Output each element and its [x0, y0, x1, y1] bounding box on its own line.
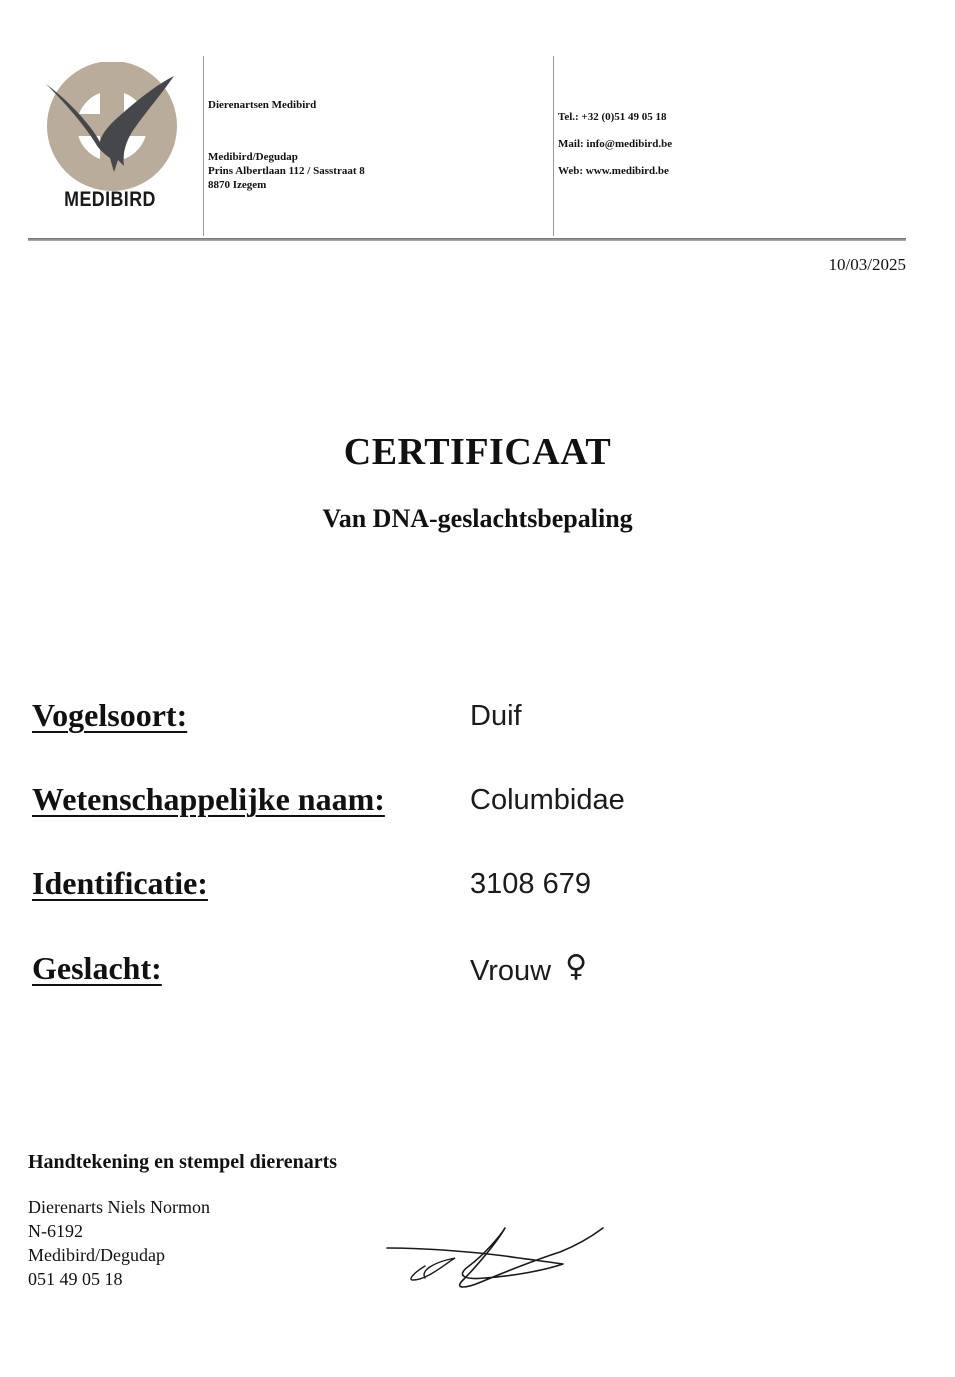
address-line: Medibird/Degudap [208, 151, 298, 163]
field-label-sex: Geslacht: [32, 950, 162, 986]
header-divider-right [553, 56, 554, 236]
contact-web: Web: www.medibird.be [558, 165, 669, 177]
certificate-subtitle: Van DNA-geslachtsbepaling [322, 504, 633, 533]
female-symbol-icon: ♀ [565, 949, 588, 984]
field-label-scientific-name: Wetenschappelijke naam: [32, 781, 385, 817]
address-line: 8870 Izegem [208, 179, 267, 191]
signature-heading: Handtekening en stempel dierenarts [28, 1151, 338, 1173]
contact-mail: Mail: info@medibird.be [558, 138, 673, 150]
vet-name: Dierenarts Niels Normon [28, 1197, 210, 1217]
field-value-scientific-name: Columbidae [470, 784, 625, 816]
document-date: 10/03/2025 [828, 255, 906, 274]
clinic-address [208, 150, 365, 192]
handwritten-signature [385, 1222, 615, 1297]
medibird-logo [40, 62, 180, 222]
certificate-title: CERTIFICAAT [343, 431, 612, 473]
header-rule [28, 238, 906, 241]
header-divider-left [203, 56, 204, 236]
field-label-species: Vogelsoort: [32, 697, 188, 733]
contact-info [558, 110, 672, 191]
vet-info [28, 1195, 210, 1291]
logo-wordmark: MEDIBIRD [64, 188, 156, 211]
clinic-name: Dierenartsen Medibird [208, 99, 317, 111]
field-value-species: Duif [470, 700, 522, 732]
vet-number: N-6192 [28, 1221, 83, 1241]
vet-practice: Medibird/Degudap [28, 1245, 165, 1265]
field-label-identification: Identificatie: [32, 865, 208, 901]
contact-tel: Tel.: +32 (0)51 49 05 18 [558, 111, 667, 123]
vet-phone: 051 49 05 18 [28, 1269, 123, 1289]
field-value-sex-row [470, 949, 588, 988]
medibird-bird-emblem-icon [40, 62, 180, 192]
field-value-identification: 3108 679 [470, 868, 591, 900]
address-line: Prins Albertlaan 112 / Sasstraat 8 [208, 165, 365, 177]
field-value-sex: Vrouw [470, 955, 552, 987]
